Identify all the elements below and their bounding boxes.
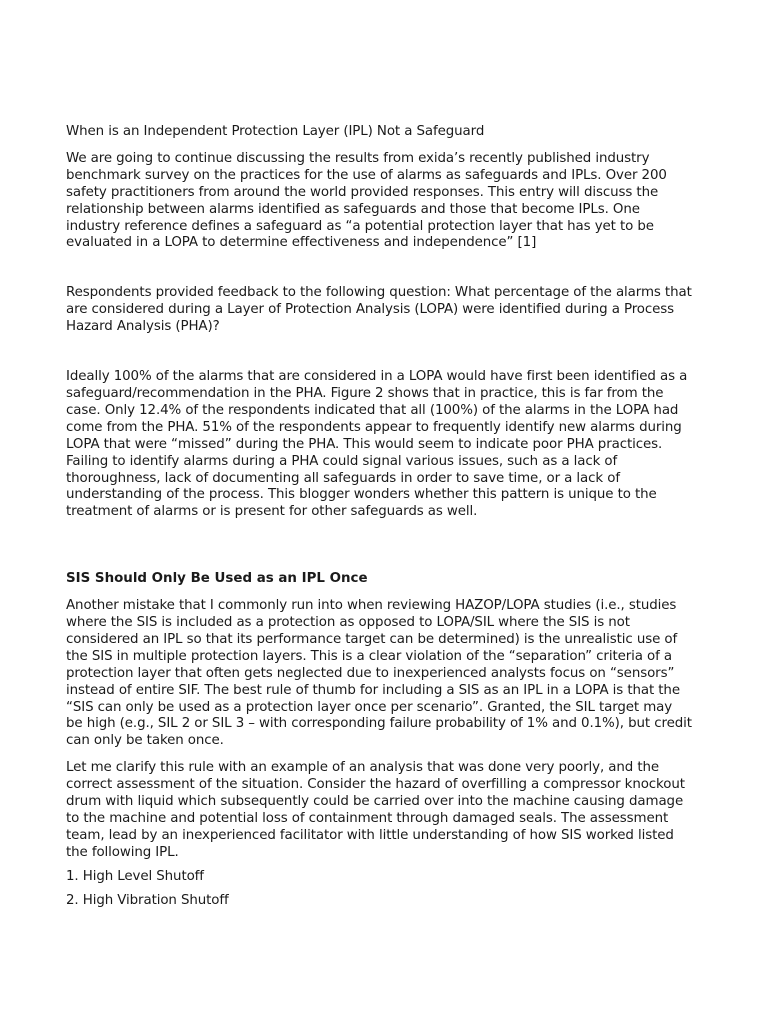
paragraph-example: Let me clarify this rule with an example of an analysis that was done very poorly, and the correct assessment of the situation. Consider the hazard of overfilling a compressor knockout drum with liquid which subsequently could be carried over into the machine causing damage to the machine and potential loss of containment through damaged seals. The assessment team, lead by an inexperienced facilitator with little understanding of how SIS worked listed the following IPL. xyxy=(66,760,685,860)
document-page xyxy=(66,124,692,910)
section-heading: SIS Should Only Be Used as an IPL Once xyxy=(66,571,368,587)
spacer xyxy=(66,252,692,285)
spacer xyxy=(66,521,692,571)
document-title: When is an Independent Protection Layer (IPL) Not a Safeguard xyxy=(66,124,485,139)
list-item: 1. High Level Shutoff xyxy=(66,868,204,884)
paragraph-intro: We are going to continue discussing the results from exida’s recently published industry benchmark survey on the practices for the use of alarms as safeguards and IPLs. Over 200 safety practitioners from around the world provided responses. This entry will discuss the relationship between alarms identified as safeguards and those that become IPLs. One industry reference defines a safeguard as “a potential protection layer that has yet to be evaluated in a LOPA to determine effectiveness and independence” [1] xyxy=(66,150,667,251)
spacer xyxy=(66,336,692,369)
paragraph-question: Respondents provided feedback to the following question: What percentage of the alarms that are considered during a Layer of Protection Analysis (LOPA) were identified during a Process Hazard Analysis (PHA)? xyxy=(66,285,692,335)
paragraph-sis-mistake: Another mistake that I commonly run into when reviewing HAZOP/LOPA studies (i.e., studies where the SIS is included as a protection as opposed to LOPA/SIL where the SIS is not considered an IPL so that its performance target can be determined) is the unrealistic use of the SIS in multiple protection layers. This is a clear violation of the “separation” criteria of a protection layer that often gets neglected due to inexperienced analysts focus on “sensors” instead of entire SIF. The best rule of thumb for including a SIS as an IPL in a LOPA is that the “SIS can only be used as a protection layer once per scenario”. Granted, the SIL target may be high (e.g., SIL 2 or SIL 3 – with corresponding failure probability of 1% and 0.1%), but credit can only be taken once. xyxy=(66,598,692,749)
paragraph-results: Ideally 100% of the alarms that are considered in a LOPA would have first been identified as a safeguard/recommendation in the PHA. Figure 2 shows that in practice, this is far from the case. Only 12.4% of the respondents indicated that all (100%) of the alarms in the LOPA had come from the PHA. 51% of the respondents appear to frequently identify new alarms during LOPA that were “missed” during the PHA. This would seem to indicate poor PHA practices. Failing to identify alarms during a PHA could signal various issues, such as a lack of thoroughness, lack of documenting all safeguards in order to save time, or a lack of understanding of the process. This blogger wonders whether this pattern is unique to the treatment of alarms or is present for other safeguards as well. xyxy=(66,369,688,520)
list-item: 2. High Vibration Shutoff xyxy=(66,892,229,908)
